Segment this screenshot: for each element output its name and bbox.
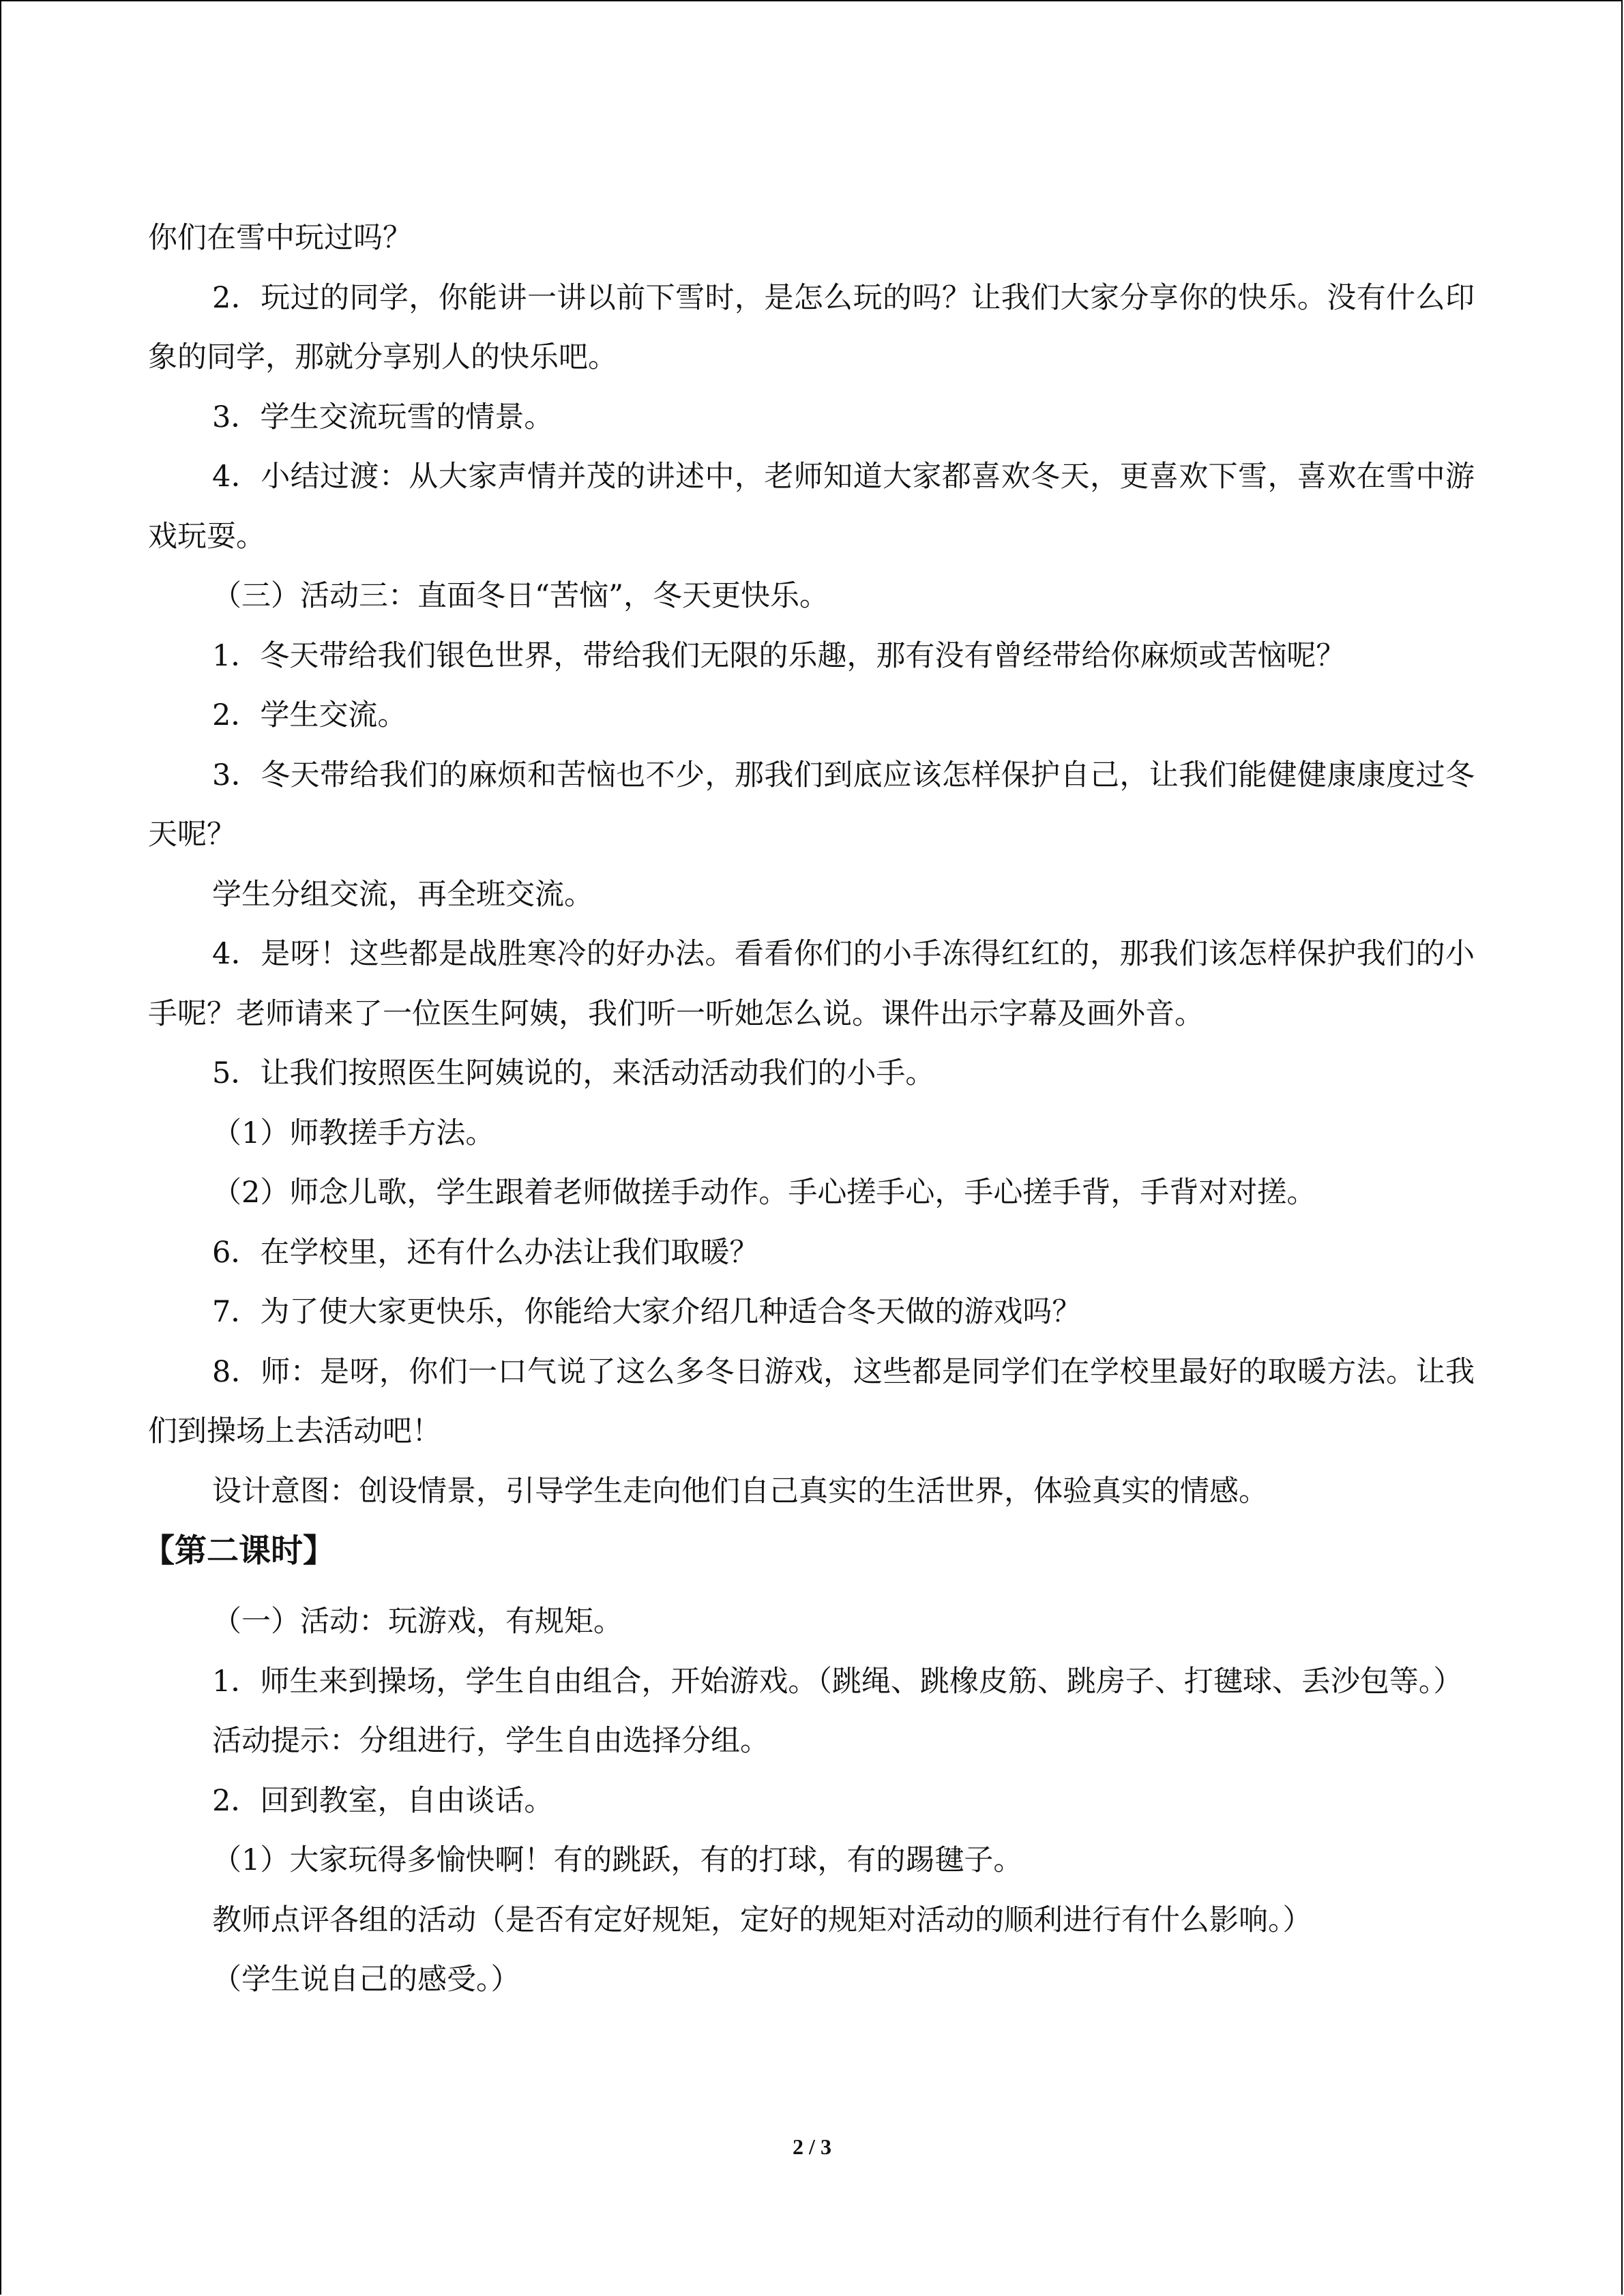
paragraph: 教师点评各组的活动（是否有定好规矩，定好的规矩对活动的顺利进行有什么影响。） xyxy=(212,1903,1312,1937)
paragraph: 2．学生交流。 xyxy=(212,698,407,732)
paragraph: 2．玩过的同学，你能讲一讲以前下雪时，是怎么玩的吗？让我们大家分享你的快乐。没有什么印象的同学，那就分享别人的快乐吧。 xyxy=(148,280,1475,374)
paragraph: 3．冬天带给我们的麻烦和苦恼也不少，那我们到底应该怎样保护自己，让我们能健健康康度过冬天呢？ xyxy=(148,758,1475,852)
paragraph: 4．是呀！这些都是战胜寒冷的好办法。看看你们的小手冻得红红的，那我们该怎样保护我们的小手呢？老师请来了一位医生阿姨，我们听一听她怎么说。课件出示字幕及画外音。 xyxy=(148,937,1475,1031)
paragraph: 8．师：是呀，你们一口气说了这么多冬日游戏，这些都是同学们在学校里最好的取暖方法。让我们到操场上去活动吧！ xyxy=(148,1354,1475,1448)
section-heading: （三）活动三：直面冬日“苦恼”，冬天更快乐。 xyxy=(212,579,829,613)
document-body xyxy=(143,209,1475,2010)
paragraph: 活动提示：分组进行，学生自由选择分组。 xyxy=(212,1724,769,1758)
paragraph: （1）大家玩得多愉快啊！有的跳跃，有的打球，有的踢毽子。 xyxy=(212,1843,1023,1877)
section-heading: （一）活动：玩游戏，有规矩。 xyxy=(212,1605,623,1639)
paragraph: 设计意图：创设情景，引导学生走向他们自己真实的生活世界，体验真实的情感。 xyxy=(212,1474,1268,1508)
paragraph: 3．学生交流玩雪的情景。 xyxy=(212,400,554,434)
paragraph: 1．冬天带给我们银色世界，带给我们无限的乐趣，那有没有曾经带给你麻烦或苦恼呢？ xyxy=(212,638,1346,673)
paragraph: （学生说自己的感受。） xyxy=(212,1963,520,1997)
lesson-heading: 【第二课时】 xyxy=(143,1532,335,1570)
paragraph: 4．小结过渡：从大家声情并茂的讲述中，老师知道大家都喜欢冬天，更喜欢下雪，喜欢在雪中游戏玩耍。 xyxy=(148,460,1475,554)
paragraph: 5．让我们按照医生阿姨说的，来活动活动我们的小手。 xyxy=(212,1056,935,1090)
paragraph: （1）师教搓手方法。 xyxy=(212,1116,495,1150)
paragraph: （2）师念儿歌，学生跟着老师做搓手动作。手心搓手心，手心搓手背，手背对对搓。 xyxy=(212,1176,1316,1210)
paragraph: 你们在雪中玩过吗？ xyxy=(148,221,412,255)
paragraph: 7．为了使大家更快乐，你能给大家介绍几种适合冬天做的游戏吗？ xyxy=(212,1295,1082,1329)
paragraph: 6．在学校里，还有什么办法让我们取暖？ xyxy=(212,1235,759,1270)
paragraph: 学生分组交流，再全班交流。 xyxy=(212,877,593,912)
page-number: 2 / 3 xyxy=(793,2134,831,2159)
paragraph: 1．师生来到操场，学生自由组合，开始游戏。（跳绳、跳橡皮筋、跳房子、打毽球、丢沙包等。） xyxy=(212,1664,1463,1699)
paragraph: 2．回到教室，自由谈话。 xyxy=(212,1783,554,1818)
